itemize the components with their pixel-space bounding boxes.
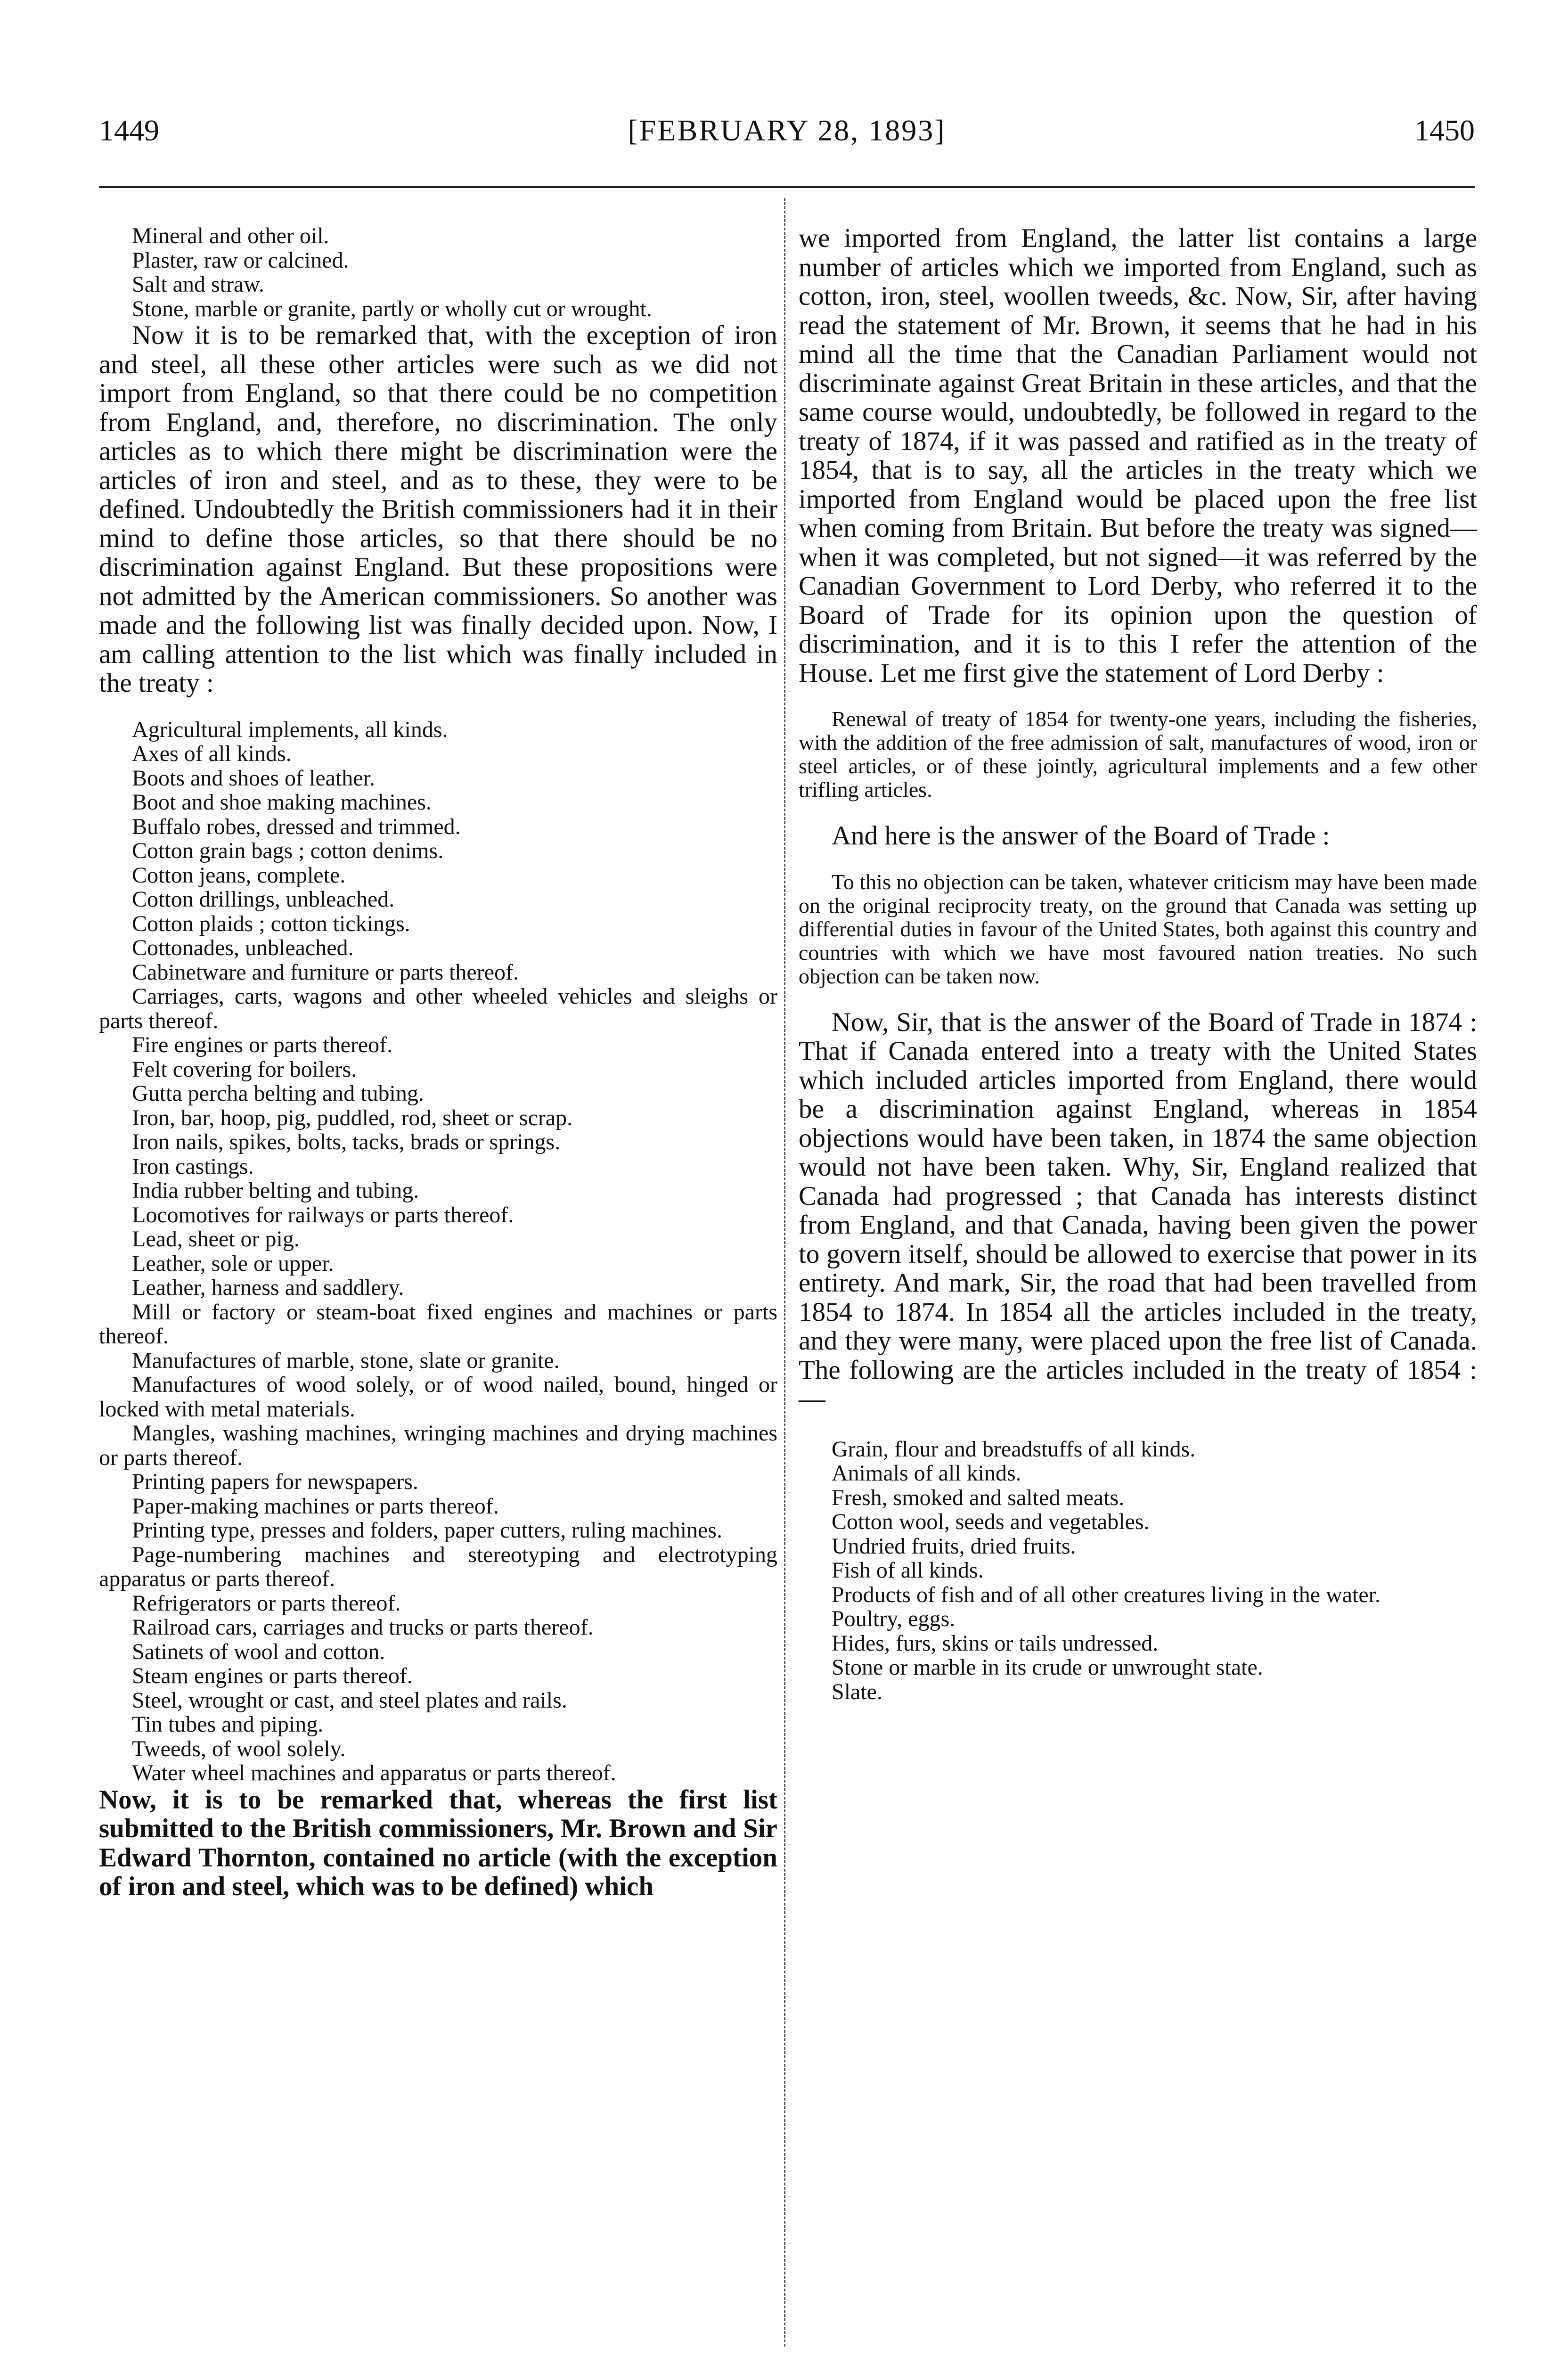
list-item: Stone, marble or granite, partly or wholly cut or wrought. [132,296,652,321]
column-divider [784,198,785,2347]
list-item: Cotton plaids ; cotton tickings. [132,911,410,936]
list-item: Manufactures of marble, stone, slate or granite. [132,1348,560,1373]
left-column [99,224,777,1901]
list-item: Cotton grain bags ; cotton denims. [132,838,444,863]
list-item: Cottonades, unbleached. [132,935,354,960]
list-item: Mineral and other oil. [132,223,329,248]
page-header [99,113,1475,155]
list-item: Satinets of wool and cotton. [132,1639,385,1664]
paragraph: And here is the answer of the Board of Trade : [832,821,1330,851]
list-item: Printing papers for newspapers. [132,1469,418,1494]
treaty-list [99,718,777,1785]
list-item: Paper-making machines or parts thereof. [132,1493,499,1519]
list-item: Lead, sheet or pig. [132,1227,300,1252]
paragraph: Now it is to be remarked that, with the exception of iron and steel, all these other articles were such as we did not import from England, so that there could be no competition from England, and, therefore, no discrimination. The only articles as to which there might be discrimination were the articles of iron and steel, and as to these, they were to be defined. Undoubtedly the British commissioners had it in their mind to define those articles, so that there should be no discrimination against England. But these propositions were not admitted by the American commissioners. So another was made and the following list was finally decided upon. Now, I am calling attention to the list which was finally included in the treaty : [99,320,777,698]
list-item: Iron, bar, hoop, pig, puddled, rod, sheet or scrap. [132,1105,573,1130]
list-item: Leather, sole or upper. [132,1251,334,1276]
list-item: Railroad cars, carriages and trucks or parts thereof. [132,1615,594,1640]
block-quote: To this no objection can be taken, whatever criticism may have been made on the original reciprocity treaty, on the ground that Canada was setting up differential duties in favour of the United States, both against this country and countries with which we have most favoured nation treaties. No such objection can be taken now. [799,869,1477,988]
list-item: Water wheel machines and apparatus or parts thereof. [132,1760,616,1785]
list-item: Boots and shoes of leather. [132,765,375,791]
list-item: Undried fruits, dried fruits. [832,1533,1076,1559]
list-item: Products of fish and of all other creatures living in the water. [832,1582,1381,1607]
page-number-right: 1450 [1414,114,1475,147]
list-item: Manufactures of wood solely, or of wood nailed, bound, hinged or locked with metal materials. [99,1372,777,1422]
list-item: Tin tubes and piping. [132,1712,324,1737]
list-item: Fresh, smoked and salted meats. [832,1485,1125,1510]
list-item: Page-numbering machines and stereotyping and electrotyping apparatus or parts thereof. [99,1542,777,1591]
header-rule [99,186,1475,188]
list-item: Iron castings. [132,1153,254,1179]
list-item: Tweeds, of wool solely. [132,1736,346,1761]
block-quote: Renewal of treaty of 1854 for twenty-one years, including the fisheries, with the addition of the free admission of salt, manufactures of wood, iron or steel articles, or of these jointly, agricultural implements and a few other trifling articles. [799,707,1477,802]
list-item: Plaster, raw or calcined. [132,247,349,273]
list-item: Mangles, washing machines, wringing machines and drying machines or parts thereof. [99,1421,777,1470]
list-item: India rubber belting and tubing. [132,1178,419,1203]
paragraph: Now, Sir, that is the answer of the Board of Trade in 1874 : That if Canada entered into a treaty with the United States which included articles imported from England, there would be a discrimination against England, whereas in 1854 objections would have been taken, in 1874 the same objection would not have been taken. Why, Sir, England realized that Canada had progressed ; that Canada has interests distinct from England, and that Canada, having been given the power to govern itself, should be allowed to exercise that power in its entirety. And mark, Sir, the road that had been travelled from 1854 to 1874. In 1854 all the articles included in the treaty, and they were many, were placed upon the free list of Canada. The following are the articles included in the treaty of 1854 :— [799,1007,1477,1414]
list-item: Printing type, presses and folders, paper cutters, ruling machines. [132,1518,723,1543]
list-item: Stone or marble in its crude or unwrought state. [832,1655,1263,1680]
list-item: Axes of all kinds. [132,741,292,766]
list-item: Cotton wool, seeds and vegetables. [832,1509,1150,1534]
right-column [799,224,1477,1704]
list-item: Boot and shoe making machines. [132,790,432,815]
list-item: Locomotives for railways or parts thereof. [132,1202,514,1227]
list-item: Steam engines or parts thereof. [132,1663,413,1688]
list-item: Salt and straw. [132,272,264,297]
list-item: Felt covering for boilers. [132,1056,357,1082]
list-item: Mill or factory or steam-boat fixed engines and machines or parts thereof. [99,1299,777,1349]
list-item: Agricultural implements, all kinds. [132,717,448,742]
list-item: Refrigerators or parts thereof. [132,1590,401,1616]
list-item: Steel, wrought or cast, and steel plates and rails. [132,1687,567,1713]
list-1854 [799,1437,1477,1704]
list-item: Leather, harness and saddlery. [132,1275,404,1300]
list-item: Gutta percha belting and tubing. [132,1081,424,1106]
paragraph: we imported from England, the latter list contains a large number of articles which we imported from England, such as cotton, iron, steel, woollen tweeds, &c. Now, Sir, after having read the statement of Mr. Brown, it seems that he had in his mind all the time that the Canadian Parliament would not discriminate against Great Britain in these articles, and that the same course would, undoubtedly, be followed in regard to the treaty of 1874, if it was passed and ratified as in the treaty of 1854, that is to say, all the articles in the treaty which we imported from England would be placed upon the free list when coming from Britain. But before the treaty was signed—when it was completed, but not signed—it was referred by the Canadian Government to Lord Derby, who referred it to the Board of Trade for its opinion upon the question of discrimination, and it is to this I refer the attention of the House. Let me first give the statement of Lord Derby : [799,223,1477,688]
page-date: [FEBRUARY 28, 1893] [628,114,946,147]
list-item: Buffalo robes, dressed and trimmed. [132,814,461,839]
top-list [99,224,777,321]
list-item: Cotton jeans, complete. [132,862,346,888]
list-item: Hides, furs, skins or tails undressed. [832,1630,1159,1656]
list-item: Animals of all kinds. [832,1461,1021,1486]
list-item: Poultry, eggs. [832,1606,956,1631]
list-item: Slate. [832,1679,882,1704]
list-item: Iron nails, spikes, bolts, tacks, brads or springs. [132,1129,561,1154]
page-number-left: 1449 [99,114,159,147]
list-item: Grain, flour and breadstuffs of all kinds. [832,1436,1196,1462]
list-item: Carriages, carts, wagons and other wheeled vehicles and sleighs or parts thereof. [99,984,777,1033]
list-item: Fish of all kinds. [832,1558,984,1583]
paragraph-bold: Now, it is to be remarked that, whereas the first list submitted to the British commissioners, Mr. Brown and Sir Edward Thornton, contained no article (with the exception of iron and steel, which was to be defined) which [99,1784,777,1901]
list-item: Fire engines or parts thereof. [132,1032,393,1057]
list-item: Cotton drillings, unbleached. [132,887,395,912]
list-item: Cabinetware and furniture or parts thereof. [132,959,519,985]
